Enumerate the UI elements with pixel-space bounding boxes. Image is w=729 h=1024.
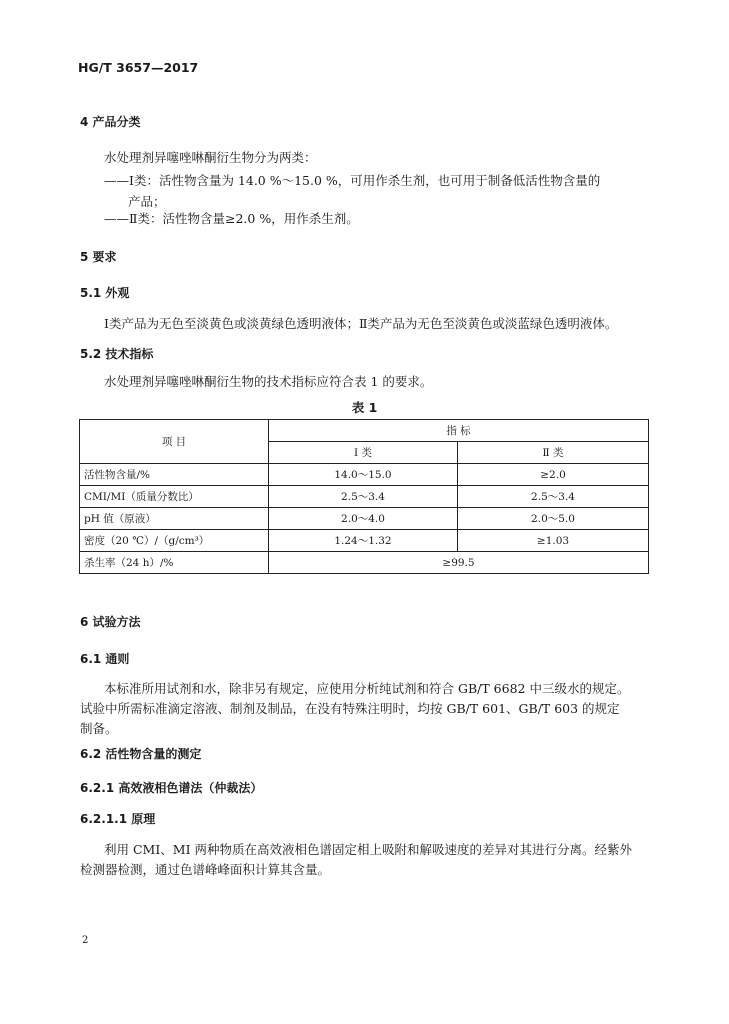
row-item: 杀生率（24 h）/% bbox=[80, 552, 269, 574]
row-class-1-value: 2.0～4.0 bbox=[269, 508, 458, 530]
row-class-1-value: 2.5～3.4 bbox=[269, 486, 458, 508]
row-item: 密度（20 ℃）/（g/cm³） bbox=[80, 530, 269, 552]
row-class-2-value: ≥2.0 bbox=[458, 464, 649, 486]
row-item: pH 值（原液） bbox=[80, 508, 269, 530]
row-item: CMI/MI（质量分数比） bbox=[80, 486, 269, 508]
table-row bbox=[80, 464, 649, 486]
technical-index-text: 水处理剂异噻唑啉酮衍生物的技术指标应符合表 1 的要求。 bbox=[104, 374, 433, 389]
section-6-2-1-1-heading: 6.2.1.1 原理 bbox=[80, 812, 156, 826]
section-6-2-1-heading: 6.2.1 高效液相色谱法（仲裁法） bbox=[80, 781, 263, 795]
section-6-heading: 6 试验方法 bbox=[80, 615, 141, 629]
table-1-caption: 表 1 bbox=[351, 400, 378, 415]
class-1-description-line-1: ——Ⅰ类：活性物含量为 14.0 %～15.0 %，可用作杀生剂，也可用于制备低活性物含量的 bbox=[104, 173, 601, 188]
table-row bbox=[80, 530, 649, 552]
class-2-description: ——Ⅱ类：活性物含量≥2.0 %，用作杀生剂。 bbox=[104, 211, 359, 226]
table-header-class-2: Ⅱ 类 bbox=[458, 442, 649, 464]
page-number: 2 bbox=[82, 935, 89, 946]
section-5-2-heading: 5.2 技术指标 bbox=[80, 347, 154, 361]
row-combined-value: ≥99.5 bbox=[269, 552, 649, 574]
principle-line-1: 利用 CMI、MI 两种物质在高效液相色谱固定相上吸附和解吸速度的差异对其进行分离。经紫外 bbox=[104, 842, 632, 857]
technical-index-table bbox=[79, 419, 649, 574]
class-1-description-line-2: 产品； bbox=[128, 194, 166, 209]
section-6-1-heading: 6.1 通则 bbox=[80, 652, 130, 666]
general-rules-line-1: 本标准所用试剂和水，除非另有规定，应使用分析纯试剂和符合 GB/T 6682 中三级水的规定。 bbox=[104, 681, 630, 696]
row-item: 活性物含量/% bbox=[80, 464, 269, 486]
appearance-text: Ⅰ类产品为无色至淡黄色或淡黄绿色透明液体；Ⅱ类产品为无色至淡黄色或淡蓝绿色透明液体。 bbox=[104, 316, 618, 331]
section-4-intro: 水处理剂异噻唑啉酮衍生物分为两类： bbox=[104, 150, 317, 165]
section-5-1-heading: 5.1 外观 bbox=[80, 286, 130, 300]
section-4-heading: 4 产品分类 bbox=[80, 115, 141, 129]
table-header-indicator: 指 标 bbox=[269, 420, 649, 442]
section-6-2-heading: 6.2 活性物含量的测定 bbox=[80, 747, 202, 761]
table-row bbox=[80, 552, 649, 574]
table-row bbox=[80, 508, 649, 530]
standard-number-header: HG/T 3657—2017 bbox=[78, 60, 199, 75]
row-class-2-value: ≥1.03 bbox=[458, 530, 649, 552]
row-class-2-value: 2.0～5.0 bbox=[458, 508, 649, 530]
row-class-1-value: 14.0～15.0 bbox=[269, 464, 458, 486]
general-rules-line-3: 制备。 bbox=[80, 721, 118, 736]
table-header-item: 项 目 bbox=[80, 420, 269, 464]
row-class-2-value: 2.5～3.4 bbox=[458, 486, 649, 508]
general-rules-line-2: 试验中所需标准滴定溶液、制剂及制品，在没有特殊注明时，均按 GB/T 601、GB/T 603 的规定 bbox=[80, 701, 620, 716]
principle-line-2: 检测器检测，通过色谱峰峰面积计算其含量。 bbox=[80, 862, 331, 877]
table-header-class-1: Ⅰ 类 bbox=[269, 442, 458, 464]
section-5-heading: 5 要求 bbox=[80, 250, 117, 264]
row-class-1-value: 1.24～1.32 bbox=[269, 530, 458, 552]
table-row bbox=[80, 486, 649, 508]
